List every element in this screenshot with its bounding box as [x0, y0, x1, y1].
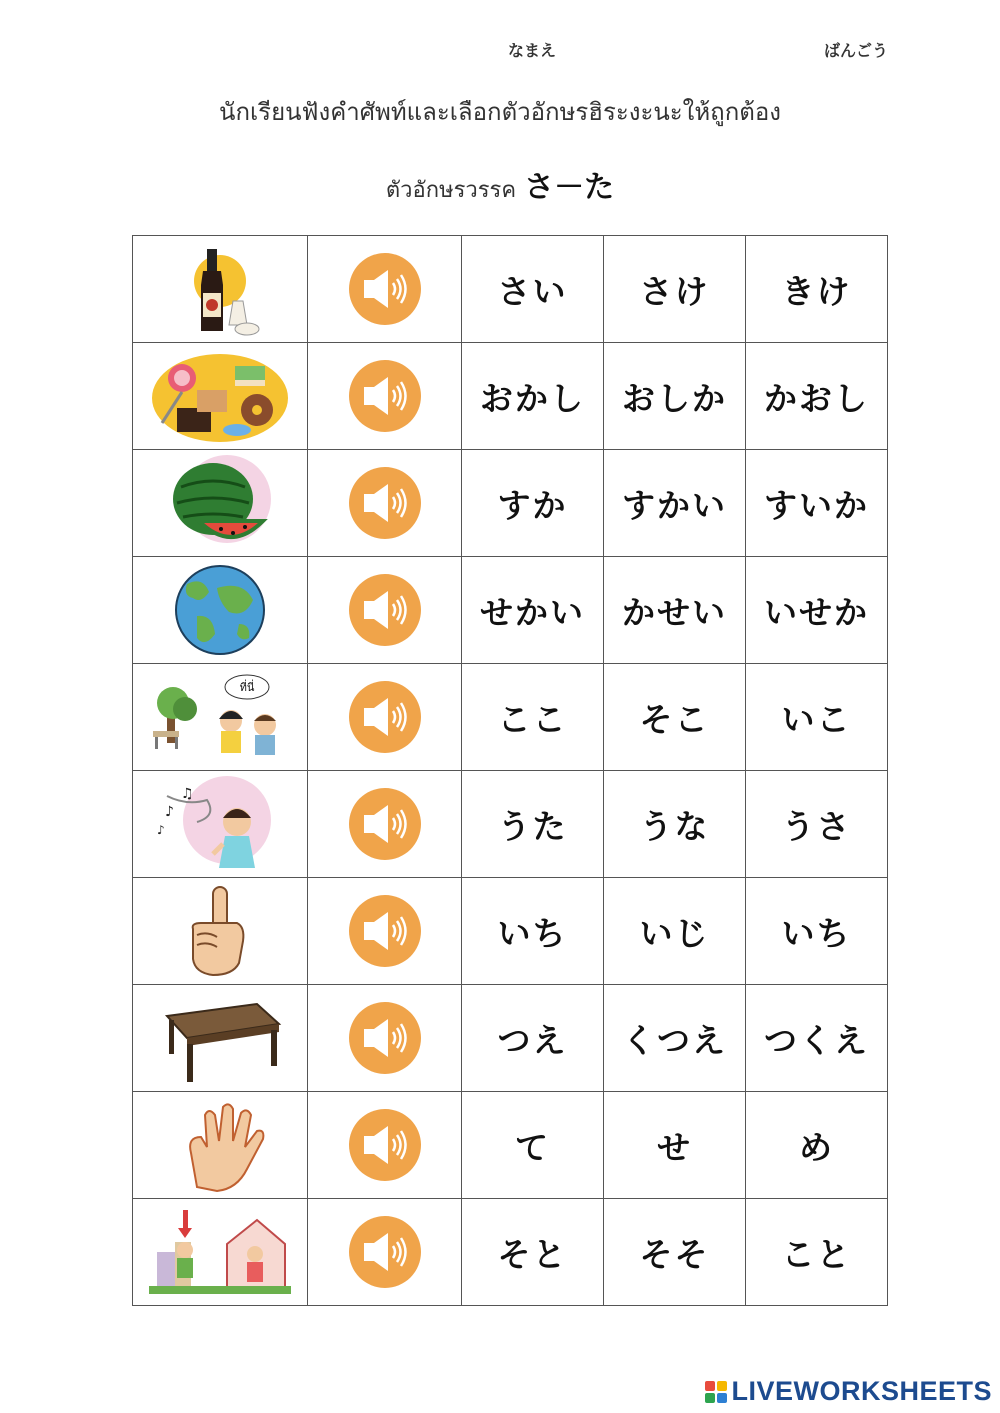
answer-option[interactable]: いせか [746, 557, 888, 664]
audio-cell [308, 236, 462, 343]
answer-option[interactable]: せ [604, 1092, 746, 1199]
picture-cell [133, 343, 308, 450]
answer-option[interactable]: さい [462, 236, 604, 343]
logo-tiles-icon [705, 1381, 727, 1403]
audio-cell [308, 771, 462, 878]
answer-option[interactable]: つえ [462, 985, 604, 1092]
watermelon-picture [147, 455, 293, 551]
speaker-icon[interactable] [348, 680, 422, 754]
speaker-icon[interactable] [348, 1108, 422, 1182]
audio-cell [308, 343, 462, 450]
singing-picture [147, 776, 293, 872]
answer-option[interactable]: かおし [746, 343, 888, 450]
audio-cell [308, 1199, 462, 1306]
picture-cell [133, 664, 308, 771]
picture-cell [133, 1092, 308, 1199]
picture-cell [133, 771, 308, 878]
answer-option[interactable]: そこ [604, 664, 746, 771]
speaker-icon[interactable] [348, 894, 422, 968]
speaker-icon[interactable] [348, 466, 422, 540]
table-row [133, 1199, 888, 1306]
answer-option[interactable]: すいか [746, 450, 888, 557]
audio-cell [308, 985, 462, 1092]
sweets-picture [147, 348, 293, 444]
audio-cell [308, 1092, 462, 1199]
instruction-text: นักเรียนฟังคำศัพท์และเลือกตัวอักษรฮิระงะนะให้ถูกต้อง [219, 98, 781, 126]
globe-picture [147, 562, 293, 658]
table-row [133, 878, 888, 985]
speaker-icon[interactable] [348, 1001, 422, 1075]
answer-option[interactable]: つくえ [746, 985, 888, 1092]
speaker-icon[interactable] [348, 573, 422, 647]
picture-cell [133, 557, 308, 664]
here-picture [147, 669, 293, 765]
table-row [133, 236, 888, 343]
answer-option[interactable]: おかし [462, 343, 604, 450]
audio-cell [308, 664, 462, 771]
answer-option[interactable]: うた [462, 771, 604, 878]
answer-option[interactable]: きけ [746, 236, 888, 343]
answer-option[interactable]: ここ [462, 664, 604, 771]
svg-text:♪: ♪ [165, 804, 174, 820]
answer-option[interactable]: さけ [604, 236, 746, 343]
answer-option[interactable]: せかい [462, 557, 604, 664]
svg-text:♪: ♪ [157, 823, 165, 837]
picture-cell [133, 878, 308, 985]
table-row [133, 557, 888, 664]
audio-cell [308, 557, 462, 664]
picture-cell [133, 236, 308, 343]
answer-option[interactable]: いち [746, 878, 888, 985]
answer-option[interactable]: くつえ [604, 985, 746, 1092]
subtitle [0, 162, 1000, 207]
desk-picture [147, 990, 293, 1086]
table-row [133, 450, 888, 557]
subtitle-range: さ－た [524, 170, 615, 205]
outside-picture [147, 1204, 293, 1300]
answer-option[interactable]: め [746, 1092, 888, 1199]
audio-cell [308, 450, 462, 557]
footer-brand: LIVEWORKSHEETS [731, 1376, 992, 1406]
answer-option[interactable]: て [462, 1092, 604, 1199]
picture-cell [133, 985, 308, 1092]
table-row [133, 343, 888, 450]
answer-option[interactable]: いじ [604, 878, 746, 985]
answer-option[interactable]: うさ [746, 771, 888, 878]
sake-bottle-picture [147, 241, 293, 337]
answer-option[interactable]: そそ [604, 1199, 746, 1306]
subtitle-label: ตัวอักษรวรรค [385, 178, 517, 203]
liveworksheets-logo [705, 1376, 992, 1407]
picture-cell [133, 1199, 308, 1306]
picture-cell [133, 450, 308, 557]
answer-option[interactable]: おしか [604, 343, 746, 450]
speaker-icon[interactable] [348, 787, 422, 861]
answer-option[interactable]: そと [462, 1199, 604, 1306]
speaker-icon[interactable] [348, 359, 422, 433]
speech-bubble-text: ที่นี่ [239, 681, 255, 694]
answer-option[interactable]: すかい [604, 450, 746, 557]
answer-option[interactable]: うな [604, 771, 746, 878]
name-label: なまえ [508, 41, 557, 60]
table-row [133, 664, 888, 771]
answer-option[interactable]: こと [746, 1199, 888, 1306]
quiz-table [132, 235, 888, 1306]
svg-text:♫: ♫ [181, 786, 194, 802]
answer-option[interactable]: いこ [746, 664, 888, 771]
hand-picture [147, 1097, 293, 1193]
speaker-icon[interactable] [348, 252, 422, 326]
answer-option[interactable]: いち [462, 878, 604, 985]
table-row [133, 771, 888, 878]
table-row [133, 1092, 888, 1199]
table-row [133, 985, 888, 1092]
audio-cell [308, 878, 462, 985]
one-finger-picture [147, 883, 293, 979]
number-label: ばんごう [824, 41, 889, 60]
speaker-icon[interactable] [348, 1215, 422, 1289]
answer-option[interactable]: かせい [604, 557, 746, 664]
answer-option[interactable]: すか [462, 450, 604, 557]
